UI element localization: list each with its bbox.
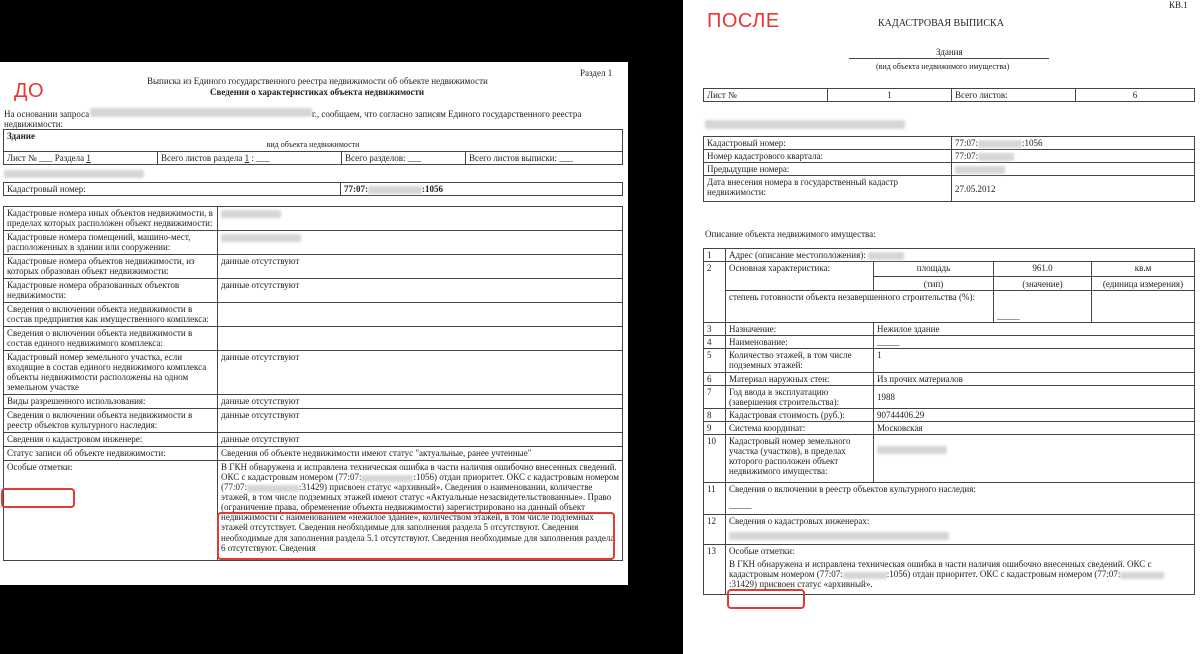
row-value: данные отсутствуют [218, 433, 623, 447]
sheet-value: 1 [828, 89, 952, 102]
engineers-cell: Сведения о кадастровых инженерах: [726, 514, 1195, 544]
characteristics-table [3, 206, 623, 561]
info-value [952, 163, 1195, 176]
row-value: Нежилое здание [874, 323, 1195, 336]
info-value: 27.05.2012 [952, 176, 1195, 202]
total-sheets-value: 6 [1076, 89, 1195, 102]
special-marks-label: Особые отметки: [4, 461, 218, 561]
object-type-caption: вид объекта недвижимости [266, 140, 360, 150]
cad-label: Кадастровый номер: [4, 183, 341, 196]
doc-subtitle: Сведения о характеристиках объекта недвижимости [210, 87, 425, 97]
object-type-caption: (вид объекта недвижимого имущества) [876, 62, 1010, 71]
info-value: 77:07: [952, 150, 1195, 163]
request-prefix: На основании запроса [4, 109, 90, 119]
sheets-of-section-cell: Всего листов раздела 1 : ___ [158, 152, 342, 165]
row-label: Кадастровые номера объектов недвижимости, из которых образован объект недвижимости: [4, 255, 218, 279]
row-value: данные отсутствуют [218, 395, 623, 409]
address-cell: Адрес (описание местоположения): [726, 249, 1195, 262]
heritage-cell: Сведения о включении в реестр объектов культурного наследия: _____ [726, 482, 1195, 514]
cad-number-table [3, 182, 623, 196]
doc-title: КАДАСТРОВАЯ ВЫПИСКА [878, 18, 1004, 29]
sheet-label: Лист № [704, 89, 828, 102]
header-table [3, 129, 623, 165]
object-type-line [849, 58, 1049, 59]
row-label: Сведения о включении объекта недвижимости в состав единого недвижимого комплекса: [4, 327, 218, 351]
sheet-table [703, 88, 1195, 102]
row-label: Кадастровые номера иных объектов недвижимости, в пределах которых расположен объект недвижимости: [4, 207, 218, 231]
row-label: Назначение: [726, 323, 874, 336]
row-label: Кадастровые номера помещений, машино-мест, расположенных в здании или сооружении: [4, 231, 218, 255]
info-label: Предыдущие номера: [704, 163, 952, 176]
row-value: _____ [874, 336, 1195, 349]
row-label: Система координат: [726, 421, 874, 434]
row-label: Кадастровый номер земельного участка (участков), в пределах которого расположен объект недвижимого имущества: [726, 434, 874, 482]
row-label: Наименование: [726, 336, 874, 349]
info-label: Кадастровый номер: [704, 137, 952, 150]
info-table [703, 136, 1195, 202]
row-label: Сведения о включении объекта недвижимости в состав предприятия как имущественного комплекса: [4, 303, 218, 327]
total-sheets-label: Всего листов: [952, 89, 1076, 102]
special-marks-label: Особые отметки: [729, 545, 795, 556]
row-value: данные отсутствуют [218, 279, 623, 303]
description-table: 1 Адрес (описание местоположения): 2 Основная характеристика: площадь (тип) 961.0 (значение) кв.м (единица измерения) степень готовности объекта незавершенного строительства (%): _____ 3 Назначение: Нежилое здание 4 Наименование: _____ 5 Количество этажей, в том числе подземных этажей: 1 6 Материал наружных стен: Из прочих материалов 7 Год ввода в эксплуатацию (завершения строительства): 1988 8 Кадастровая стоимость (руб.): 90744406.29 9 Система координат: Московская 10 Кадастровый номер земельного участка (участков), в пределах которого расположен объект недвижимого имущества: 11 Сведения о включении в реестр объектов культурного наследия: _____ 12 Сведения о кадастровых инженерах: 13 Особые отметки: В ГКН обнаружена и исправлена техническая ошибка в части наличия ошибочно внесенных сведений. ОКС с кадастровым номером (77:07: :1056) отдан приоритет. ОКС с кадастровым номером (77:07::31429) присвоен статус «архивный». [703, 248, 1195, 595]
row-value: Сведения об объекте недвижимости имеют статус "актуальные, ранее учтенные" [218, 447, 623, 461]
object-type: Здание [7, 131, 35, 141]
request-suffix: г., сообщаем, что согласно записям Единого государственного реестра [312, 109, 582, 119]
row-label: Год ввода в эксплуатацию (завершения строительства): [726, 385, 874, 408]
special-marks-value: В ГКН обнаружена и исправлена техническая ошибка в части наличия ошибочно внесенных сведений. ОКС с кадастровым номером (77:07: :1056) отдан приоритет. ОКС с кадастровым номером (77:07: :31429) присвоен статус «архивный». Сведения о наименовании, количестве этажей, в том числе подземных этажей имеют статус «Актуальные незасвидетельствованные». Право (ограничение права, обременение объекта недвижимости) зарегистрировано на данный объект недвижимости с наименованием «нежилое здание», количеством этажей, в том числе подземных этажей отсутствует. Сведения необходимые для заполнения раздела 5 отсутствуют. Сведения необходимые для заполнения раздела 5.1 отсутствуют. Сведения необходимые для заполнения раздела 6 отсутствуют. Сведения [218, 461, 623, 561]
row-value: Московская [874, 421, 1195, 434]
row-value [874, 434, 1195, 482]
row-value: 1 [874, 349, 1195, 372]
info-value: 77:07: :1056 [952, 137, 1195, 150]
readiness-value: _____ [994, 291, 1092, 323]
info-label: Дата внесения номера в государственный кадастр недвижимости: [704, 176, 952, 202]
doc-title: Выписка из Единого государственного реестра недвижимости об объекте недвижимости [147, 76, 488, 86]
row-label: Кадастровый номер земельного участка, если входящие в состав единого недвижимого комплекса объекты недвижимости расположены на одном земельном участке [4, 351, 218, 395]
redacted-request [90, 108, 312, 117]
row-label: Кадастровые номера образованных объектов недвижимости: [4, 279, 218, 303]
char-type: площадь (тип) [874, 262, 994, 291]
row-value [218, 231, 623, 255]
center-divider [628, 0, 683, 654]
row-value [218, 327, 623, 351]
highlight-special-label [727, 589, 805, 609]
sheet-cell: Лист № ___ Раздела 1 [4, 152, 158, 165]
row-label: Статус записи об объекте недвижимости: [4, 447, 218, 461]
special-marks-cell: Особые отметки: В ГКН обнаружена и исправлена техническая ошибка в части наличия ошибочно внесенных сведений. ОКС с кадастровым номером (77:07: :1056) отдан приоритет. ОКС с кадастровым номером (77:07::31429) присвоен статус «архивный». [726, 544, 1195, 594]
after-document [683, 0, 1200, 654]
top-black-bar [0, 0, 628, 62]
row-label: Кадастровая стоимость (руб.): [726, 408, 874, 421]
after-label: ПОСЛЕ [707, 10, 780, 32]
object-type: Здания [936, 47, 963, 57]
row-label: Количество этажей, в том числе подземных этажей: [726, 349, 874, 372]
char-value: 961.0 (значение) [994, 262, 1092, 291]
row-value: данные отсутствуют [218, 409, 623, 433]
row-label: Сведения о кадастровом инженере: [4, 433, 218, 447]
readiness-label: степень готовности объекта незавершенного строительства (%): [726, 291, 994, 323]
row-value: 1988 [874, 385, 1195, 408]
row-label: Материал наружных стен: [726, 372, 874, 385]
row-label: Сведения о включении объекта недвижимости в реестр объектов культурного наследия: [4, 409, 218, 433]
redacted-line [4, 170, 144, 178]
row-value: данные отсутствуют [218, 351, 623, 395]
highlight-special-text [217, 512, 615, 560]
total-sheets-cell: Всего листов выписки: ___ [466, 152, 623, 165]
description-title: Описание объекта недвижимого имущества: [705, 229, 876, 239]
form-code: КВ.1 [1169, 0, 1188, 10]
row-value [218, 207, 623, 231]
row-value: 90744406.29 [874, 408, 1195, 421]
info-label: Номер кадастрового квартала: [704, 150, 952, 163]
row-label: Виды разрешенного использования: [4, 395, 218, 409]
request-line2: недвижимости: [4, 119, 64, 129]
redacted-line [705, 120, 905, 129]
bottom-black-bar [0, 585, 628, 654]
characteristic-label: Основная характеристика: [726, 262, 874, 291]
row-value [218, 303, 623, 327]
before-document [0, 62, 628, 585]
section-number: Раздел 1 [580, 68, 613, 78]
row-value: Из прочих материалов [874, 372, 1195, 385]
row-value: данные отсутствуют [218, 255, 623, 279]
before-label: ДО [14, 80, 45, 102]
cad-value: 77:07: :1056 [341, 183, 623, 196]
highlight-special-label [1, 488, 75, 508]
char-unit: кв.м (единица измерения) [1092, 262, 1195, 291]
total-sections-cell: Всего разделов: ___ [342, 152, 466, 165]
